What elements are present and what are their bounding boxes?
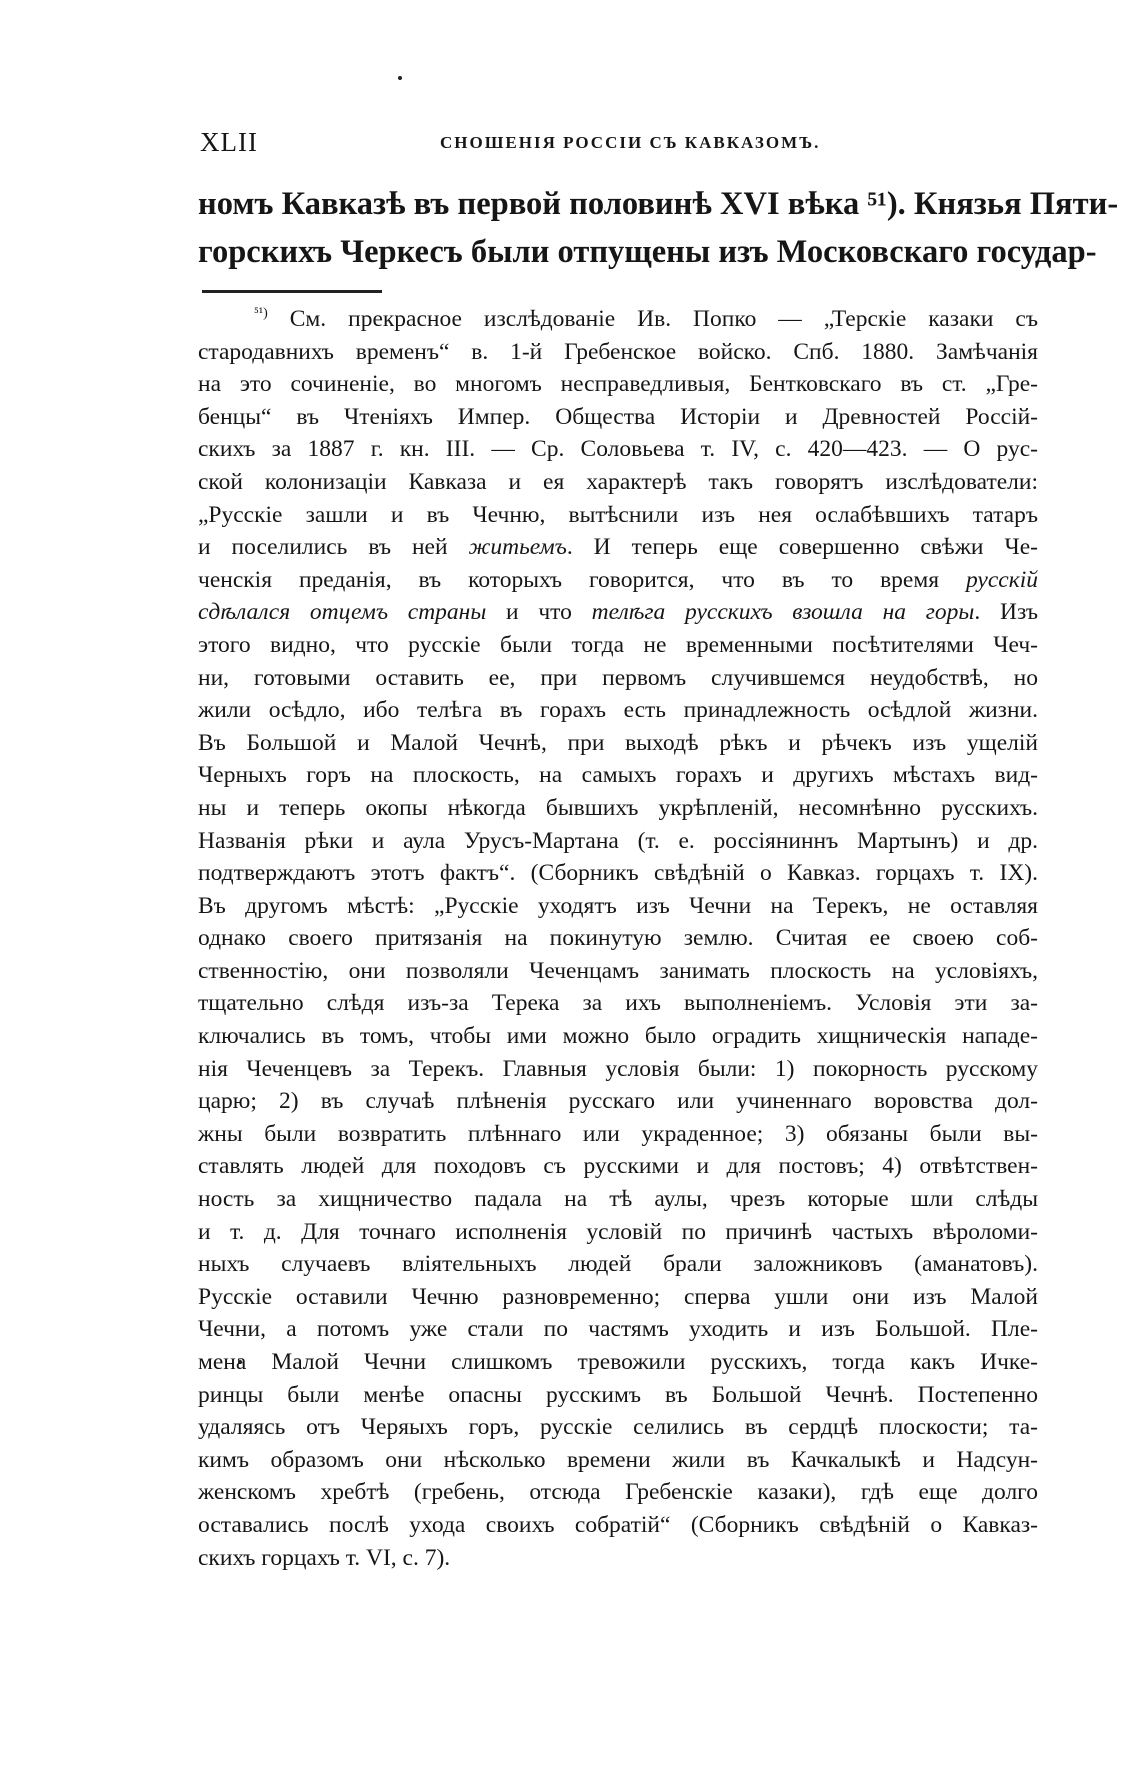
main-text-line: номъ Кавказѣ въ первой половинѣ XVI вѣка ⁵¹). Князья Пяти- [198, 186, 1119, 222]
footnote-line [198, 727, 1038, 760]
footnote-text: „Русскіе зашли и въ Чечню, вытѣснили изъ нея ослабѣвшихъ татаръ [198, 501, 1038, 528]
footnote-line [198, 1281, 1038, 1314]
page-number: XLII [200, 127, 258, 157]
footnote-line [198, 1313, 1038, 1346]
footnote-line [198, 1542, 1038, 1575]
footnote-text: Черныхъ горъ на плоскость, на самыхъ горахъ и другихъ мѣстахъ вид- [198, 762, 1038, 789]
footnote-text: ченскія преданія, въ которыхъ говорится, что въ то время [198, 566, 966, 593]
footnote-line [198, 1248, 1038, 1281]
footnote-line [198, 890, 1038, 923]
footnote-text: . Изъ [974, 599, 1038, 626]
footnote-line [198, 922, 1038, 955]
footnote-text: Названія рѣки и аула Урусъ-Мартана (т. е. россіяниннъ Мартынъ) и др. [198, 827, 1038, 854]
footnote-text: нія Чеченцевъ за Терекъ. Главныя условія были: 1) покорность русскому [198, 1055, 1038, 1082]
footnote-text: Въ другомъ мѣстѣ: „Русскіе уходятъ изъ Чечни на Терекъ, не оставляя [198, 892, 1038, 919]
footnote-text: ность за хищничество падала на тѣ аулы, чрезъ которые шли слѣды [198, 1186, 1038, 1213]
print-speck [398, 76, 402, 80]
footnote-line [198, 662, 1038, 695]
footnote-italic-text: сдѣлался отцемъ страны [198, 599, 487, 626]
footnote-line [198, 1509, 1038, 1542]
footnote-text: тщательно слѣдя изъ-за Терека за ихъ выполненіемъ. Условія эти за- [198, 990, 1038, 1017]
footnote-line [198, 401, 1038, 434]
footnote-text: мена Малой Чечни слишкомъ тревожили русскихъ, тогда какъ Ичке- [198, 1349, 1038, 1375]
footnote-text: удаляясь отъ Черяыхъ горъ, русскіе селились въ сердцѣ плоскости; та- [198, 1414, 1038, 1441]
footnote-text: бенцы“ въ Чтеніяхъ Импер. Общества Исторіи и Древностей Россій- [198, 403, 1038, 430]
footnote-line [198, 368, 1038, 401]
footnote-line [198, 694, 1038, 727]
footnote-line [198, 303, 1038, 336]
footnote-text: . И теперь еще совершенно свѣжи Че- [566, 534, 1038, 561]
footnote-line [198, 1379, 1038, 1412]
footnote-text: ны и теперь окопы нѣкогда бывшихъ укрѣпленій, несомнѣнно русскихъ. [198, 794, 1038, 821]
footnote-marker: ⁵¹) [254, 306, 268, 321]
footnote-text: ской колонизаціи Кавказа и ея характерѣ такъ говорятъ изслѣдователи: [198, 468, 1038, 495]
footnote-line [198, 759, 1038, 792]
footnote-text: и т. д. Для точнаго исполненія условій по причинѣ частыхъ вѣроломи- [198, 1218, 1038, 1245]
page-header [200, 127, 1035, 167]
footnote-text: Русскіе оставили Чечню разновременно; сперва ушли они изъ Малой [198, 1283, 1038, 1310]
footnote-line [198, 466, 1038, 499]
footnote-text: стародавнихъ временъ“ в. 1-й Гребенское войско. Спб. 1880. Замѣчанія [198, 338, 1038, 365]
footnote-text: ринцы были менѣе опасны русскимъ въ Большой Чечнѣ. Постепенно [198, 1381, 1038, 1408]
footnote-text: ключались въ томъ, чтобы ими можно было оградить хищническія нападе- [198, 1023, 1038, 1050]
footnote-text: жили осѣдло, ибо телѣга въ горахъ есть принадлежность осѣдлой жизни. [198, 697, 1038, 724]
footnote-line [198, 792, 1038, 825]
footnote-line [198, 564, 1038, 597]
footnote-text: жны были возвратить плѣннаго или украденное; 3) обязаны были вы- [198, 1120, 1038, 1147]
footnote [198, 303, 1038, 1574]
footnote-text: этого видно, что русскіе были тогда не временными посѣтителями Чеч- [198, 631, 1038, 658]
footnote-text: ни, готовыми оставить ее, при первомъ случившемся неудобствѣ, но [198, 664, 1038, 691]
footnote-line [198, 1150, 1038, 1183]
footnote-text: Въ Большой и Малой Чечнѣ, при выходѣ рѣкъ и рѣчекъ изъ ущелій [198, 729, 1038, 756]
footnote-text: оставались послѣ ухода своихъ собратій“ (Сборникъ свѣдѣній о Кавказ- [198, 1511, 1038, 1538]
footnote-line [198, 499, 1038, 532]
footnote-italic-text: телѣга русскихъ взошла на горы [591, 599, 975, 626]
footnote-line [198, 1020, 1038, 1053]
footnote-line [198, 1085, 1038, 1118]
footnote-line [198, 1183, 1038, 1216]
footnote-text: женскомъ хребтѣ (гребень, отсюда Гребенскіе казаки), гдѣ еще долго [198, 1479, 1038, 1506]
footnote-line [198, 596, 1038, 629]
footnote-text: Чечни, а потомъ уже стали по частямъ уходить и изъ Большой. Пле- [198, 1316, 1038, 1343]
footnote-text: скихъ горцахъ т. VI, с. 7). [198, 1544, 451, 1571]
footnote-line [198, 987, 1038, 1020]
footnote-line [198, 955, 1038, 988]
footnote-line [198, 531, 1038, 564]
footnote-line [198, 629, 1038, 662]
footnote-text: ственностію, они позволяли Чеченцамъ занимать плоскость на условіяхъ, [198, 957, 1038, 984]
footnote-line [198, 1216, 1038, 1249]
footnote-italic-text: житьемъ [468, 534, 567, 561]
footnote-line [198, 1411, 1038, 1444]
main-text-line: горскихъ Черкесъ были отпущены изъ Московскаго государ- [198, 234, 1097, 270]
footnote-line [198, 433, 1038, 466]
footnote-line [198, 1118, 1038, 1151]
footnote-italic-text: русскій [965, 566, 1038, 593]
footnote-text: на это сочиненіе, во многомъ несправедливыя, Бентковскаго въ ст. „Гре- [198, 371, 1038, 398]
running-title: СНОШЕНІЯ РОССІИ СЪ КАВКАЗОМЪ. [440, 133, 821, 152]
footnote-line [198, 1053, 1038, 1086]
footnote-text: и что [486, 599, 592, 626]
footnote-text: См. прекрасное изслѣдованіе Ив. Попко — „Терскіе казаки съ [289, 306, 1039, 332]
footnote-text: ныхъ случаевъ вліятельныхъ людей брали заложниковъ (аманатовъ). [198, 1251, 1038, 1278]
footnote-text: кимъ образомъ они нѣсколько времени жили въ Качкалыкѣ и Надсун- [198, 1446, 1038, 1473]
main-text [198, 180, 1119, 276]
footnote-line [198, 857, 1038, 890]
footnote-text: однако своего притязанія на покинутую землю. Считая ее своею соб- [198, 925, 1038, 952]
footnote-line [198, 1346, 1038, 1379]
footnote-line [198, 1444, 1038, 1477]
footnote-text: ставлять людей для походовъ съ русскими и для постовъ; 4) отвѣтствен- [198, 1153, 1038, 1180]
footnote-separator [202, 290, 382, 293]
footnote-line [198, 336, 1038, 369]
footnote-line [198, 1476, 1038, 1509]
footnote-text: и поселились въ ней [198, 534, 469, 561]
footnote-text: скихъ за 1887 г. кн. III. — Ср. Соловьева т. IV, с. 420—423. — О рус- [198, 436, 1038, 463]
footnote-text: подтверждаютъ этотъ фактъ“. (Сборникъ свѣдѣній о Кавказ. горцахъ т. IX). [198, 860, 1038, 887]
footnote-line [198, 825, 1038, 858]
footnote-text: царю; 2) въ случаѣ плѣненія русскаго или учиненнаго воровства дол- [198, 1088, 1038, 1115]
